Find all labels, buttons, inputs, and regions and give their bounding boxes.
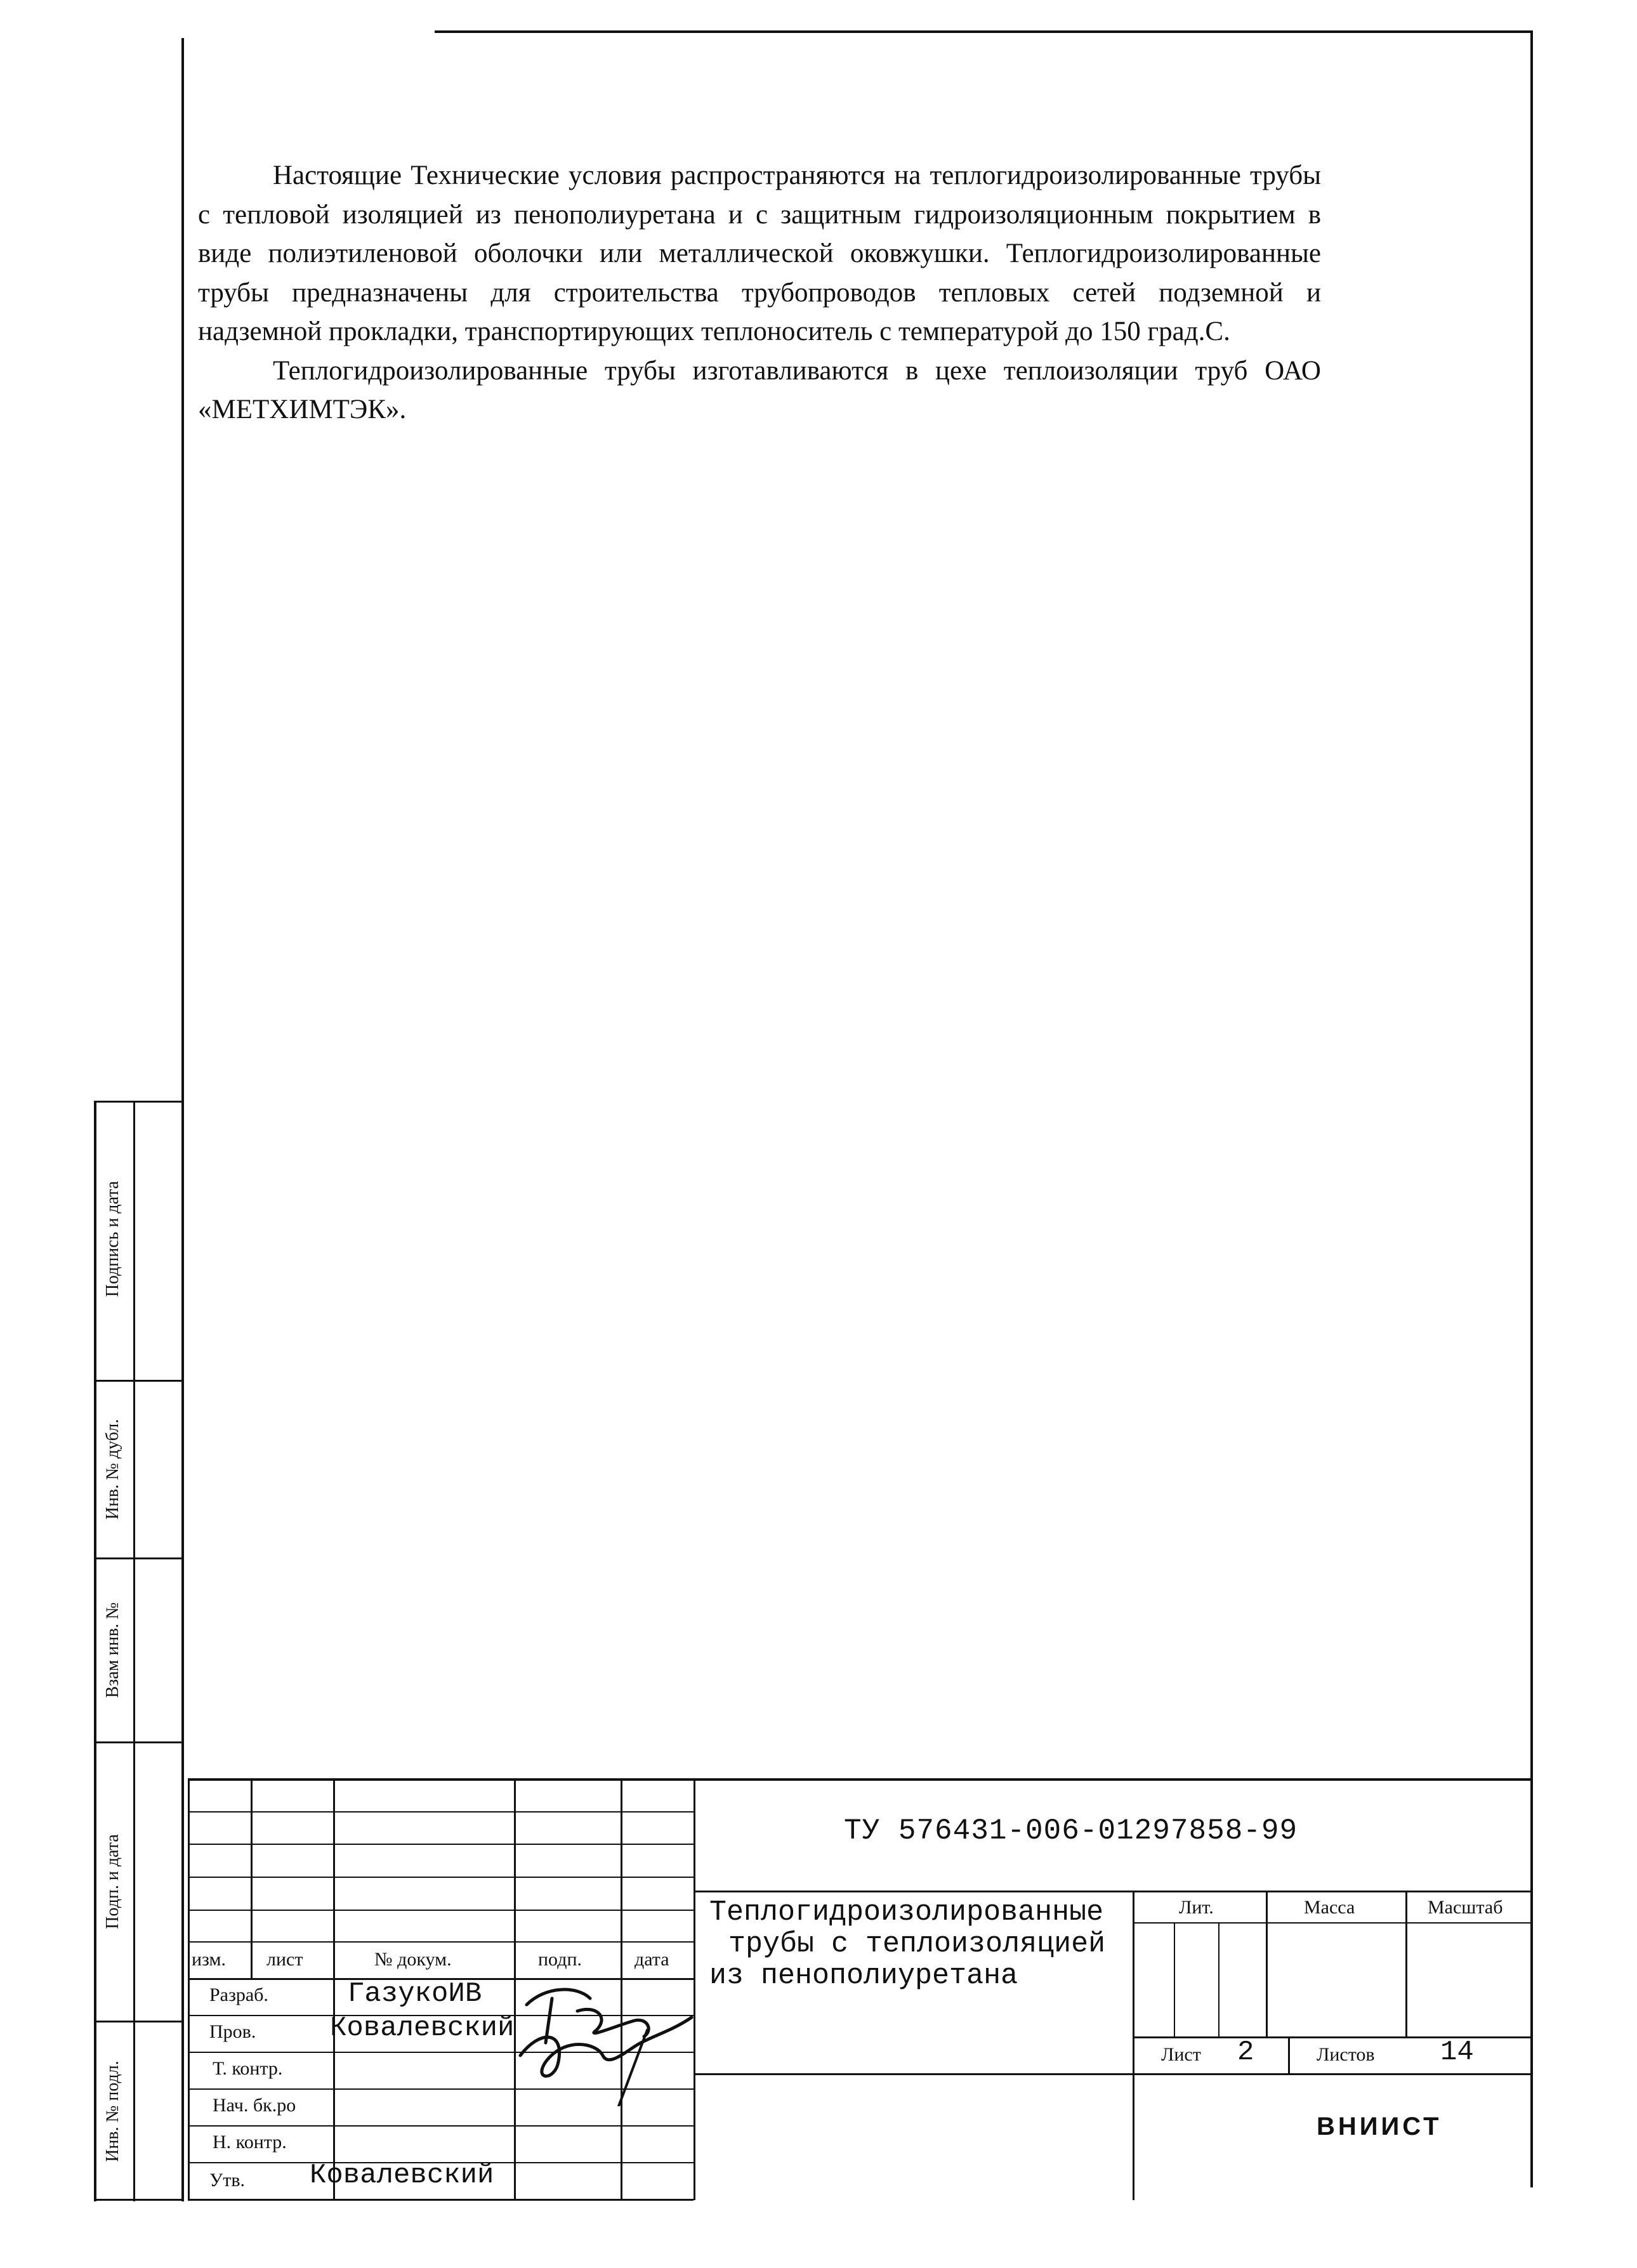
name-checker: Ковалевский [330, 2012, 515, 2044]
sheets-value: 14 [1440, 2036, 1474, 2068]
header-list: лист [266, 1949, 303, 1970]
header-doc-no: № докум. [374, 1949, 452, 1970]
side-label-signature-date: Подпись и дата [103, 1181, 122, 1297]
body-text [198, 156, 1321, 429]
doc-code: ТУ 576431-006-01297858-99 [844, 1814, 1298, 1847]
scale-label: Масштаб [1428, 1897, 1503, 1918]
frame-left [181, 38, 184, 2201]
lit-label: Лит. [1179, 1897, 1214, 1918]
role-approved: Утв. [209, 2170, 246, 2191]
title-line-3: из пенополиуретана [709, 1960, 1018, 1992]
sheet-value: 2 [1237, 2036, 1254, 2068]
header-izm: изм. [192, 1949, 226, 1970]
side-label-orig-inv: Инв. № подл. [103, 2061, 122, 2162]
sheet-label: Лист [1161, 2044, 1201, 2065]
header-date: дата [634, 1949, 669, 1970]
side-label-replace-inv: Взам инв. № [103, 1602, 122, 1698]
name-developer: ГазукоИВ [348, 1978, 482, 2010]
organization: ВНИИСТ [1317, 2113, 1442, 2140]
sheets-label: Листов [1317, 2044, 1375, 2065]
frame-right [1530, 30, 1533, 2187]
title-line-1: Теплогидроизолированные [709, 1896, 1104, 1929]
product-title [709, 1897, 1105, 1992]
role-dept-head: Нач. бк.ро [213, 2095, 296, 2116]
title-line-2: трубы с теплоизоляцией [728, 1928, 1106, 1960]
frame-top [435, 30, 1532, 33]
role-checker: Пров. [209, 2021, 256, 2042]
role-norm-control: Н. контр. [213, 2132, 287, 2153]
signature-scribble [508, 1960, 711, 2106]
header-sign: подп. [538, 1949, 582, 1970]
side-label-dup-inv: Инв. № дубл. [103, 1419, 122, 1520]
mass-label: Масса [1304, 1897, 1355, 1918]
role-tech-control: Т. контр. [213, 2058, 283, 2079]
paragraph-1: Настоящие Технические условия распространяются на теплогидроизолированные трубы с тепловой изоляцией из пенополиуретана и с защитным гидроизоляционным покрытием в виде полиэтиленовой оболочки или металлической оковжушки. Теплогидроизолированные трубы предназначены для строительства трубопроводов тепловых сетей подземной и надземной прокладки, транспортирующих теплоноситель с температурой до 150 град.С. [198, 161, 1321, 346]
role-developer: Разраб. [209, 1984, 268, 2005]
side-label-sign-date-2: Подп. и дата [103, 1834, 122, 1929]
paragraph-2: Теплогидроизолированные трубы изготавливаются в цехе теплоизоляции труб ОАО «МЕТХИМТЭК». [198, 355, 1321, 424]
name-approved: Ковалевский [310, 2160, 494, 2191]
